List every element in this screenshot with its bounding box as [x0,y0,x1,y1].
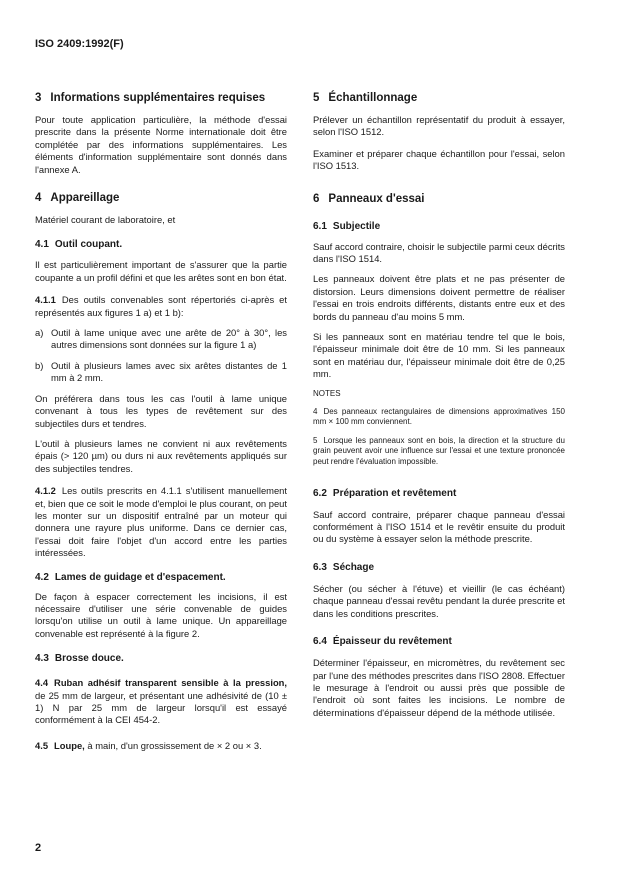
section-3-text: Pour toute application particulière, la méthode d'essai prescrite dans la présente Norme internationale doit être complétée par des informations supplémentaires. Les éléments d'information supplémentaire sont donnés dans l'annexe A. [35,114,287,175]
note-5 [313,436,565,468]
section-6-2-text: Sauf accord contraire, préparer chaque panneau d'essai conformément à l'ISO 1514 et le revêtir ensuite du produit ou du système à essayer selon la méthode prescrite. [313,508,565,545]
section-4-1-1-p1: On préférera dans tous les cas l'outil à lame unique convenant à tous les types de revêtement sur des subjectiles durs et tendres. [35,392,287,429]
section-4-5-paragraph [35,740,287,752]
section-4-1-2-text: Les outils prescrits en 4.1.1 s'utilisent manuellement et, bien que ce soit le mode d'emploi le plus courant, on peut les monter sur un dispositif entraîné par un moteur qui donnera une rayure plus uniforme. Dans ce dernier cas, l'essai doit faire l'objet d'un accord entre les parties intéressées. [35,485,287,559]
section-4-1-1-text: Des outils convenables sont répertoriés ci-après et représentés aux figures 1 a) et 1 b): [35,294,287,318]
section-title: Brosse douce. [54,653,124,665]
note-text: Lorsque les panneaux sont en bois, la direction et la structure du grain peuvent avoir une influence sur l'essai et une texture prononcée peut rendre l'évaluation impossible. [313,435,565,467]
section-4-3-heading [35,653,287,664]
section-title: Appareillage [50,192,120,205]
section-6-1-p1: Sauf accord contraire, choisir le subjectile parmi ceux décrits dans l'ISO 1514. [313,240,565,265]
section-5-p2: Examiner et préparer chaque échantillon pour l'essai, selon l'ISO 1513. [313,147,565,172]
section-number: 4.2 [35,571,49,583]
section-title: Lames de guidage et d'espacement. [54,571,226,583]
section-6-1-heading [313,221,565,232]
section-6-3-heading [313,562,565,573]
section-title: Subjectile [332,220,381,232]
section-number: 4.3 [35,653,49,665]
list-item-a [35,327,287,352]
section-number: 6.1 [313,220,327,232]
note-text: Des panneaux rectangulaires de dimensions approximatives 150 mm × 100 mm conviennent. [313,406,565,427]
section-number: 4.1 [35,239,49,251]
list-text: Outil à lame unique avec une arête de 20° à 30°, les autres dimensions sont données sur la figure 1 a) [51,327,287,351]
section-number: 6 [313,192,320,205]
section-title: Préparation et revêtement [332,487,457,499]
section-number: 3 [35,92,42,104]
section-4-heading [35,192,287,204]
section-4-1-heading [35,239,287,250]
list-text: Outil à plusieurs lames avec six arêtes distantes de 1 mm à 2 mm. [51,359,287,384]
section-3-heading [35,92,287,104]
section-title: Ruban adhésif transparent sensible à la pression, [54,677,287,689]
note-number: 4 [313,406,318,416]
section-number: 4 [35,192,42,205]
section-number: 4.1.2 [35,485,56,497]
section-number: 4.5 [35,739,49,751]
section-title: Séchage [332,561,375,573]
section-number: 6.2 [313,487,327,499]
section-title: Panneaux d'essai [328,192,425,205]
list-item-b [35,360,287,385]
section-4-4-paragraph [35,677,287,727]
left-column [35,92,287,752]
section-title: Outil coupant. [54,239,123,251]
section-5-p1: Prélever un échantillon représentatif du produit à essayer, selon l'ISO 1512. [313,114,565,138]
section-4-1-text: Il est particulièrement important de s'assurer que la partie coupante a un profil défini et que les arêtes sont en bon état. [35,259,287,283]
section-4-2-text: De façon à espacer correctement les incisions, il est nécessaire d'utiliser une série convenable de guides lorsqu'on utilise un outil à lame unique. Un appareillage convenable est représenté à la figure 2. [35,590,287,639]
list-label: b) [35,359,44,371]
section-4-1-2-paragraph [35,485,287,559]
section-4-intro: Matériel courant de laboratoire, et [35,214,176,226]
list-label: a) [35,327,44,339]
section-title: Informations supplémentaires requises [50,92,266,104]
section-4-2-heading [35,572,287,583]
section-number: 6.4 [313,636,327,648]
section-4-1-1-paragraph [35,294,287,319]
note-number: 5 [313,435,318,445]
section-title: Loupe, [54,739,85,751]
section-5-heading [313,92,565,104]
page-number: 2 [35,842,42,854]
section-6-1-p3: Si les panneaux sont en matériau tendre tel que le bois, l'épaisseur minimale doit être de 10 mm. Si les panneaux sont en matériau dur, l'épaisseur minimale doit être de 0,25 mm. [313,331,565,380]
note-4 [313,407,565,428]
section-number: 5 [313,92,320,104]
section-4-4-text: de 25 mm de largeur, et présentant une adhésivité de (10 ± 1) N par 25 mm de largeur lorsqu'il est essayé conformément à la CEI 454-2. [35,689,287,726]
section-4-1-1-p2: L'outil à plusieurs lames ne convient ni aux revêtements épais (> 120 µm) ou durs ni aux revêtements appliqués sur des subjectiles tendres. [35,437,287,474]
document-header: ISO 2409:1992(F) [35,38,124,50]
section-6-heading [313,193,565,205]
notes-title: NOTES [313,388,341,398]
section-4-5-text: à main, d'un grossissement de × 2 ou × 3. [87,739,262,751]
section-6-4-heading [313,636,565,647]
section-title: Épaisseur du revêtement [332,636,452,648]
section-6-4-text: Déterminer l'épaisseur, en micromètres, du revêtement sec par l'une des méthodes prescrites dans l'ISO 2808. Effectuer le mesurage à l'endroit ou aussi près que possible de l'endroit où sont faites les incisions. Le nombre de déterminations d'épaisseur dépend de la méthode utilisée. [313,657,565,718]
right-column [313,92,565,719]
section-6-2-heading [313,488,565,499]
section-number: 6.3 [313,561,327,573]
section-number: 4.1.1 [35,294,56,306]
section-6-1-p2: Les panneaux doivent être plats et ne pas présenter de distorsion. Leurs dimensions doivent permettre de réaliser l'essai en trois endroits différents, distants entre eux et des bords du panneau d'au moins 5 mm. [313,273,565,322]
section-title: Échantillonnage [328,92,418,104]
section-number: 4.4 [35,677,49,689]
section-6-3-text: Sécher (ou sécher à l'étuve) et vieillir (le cas échéant) chaque panneau d'essai revêtu pendant la durée prescrite et dans les conditions prescrites. [313,582,565,619]
